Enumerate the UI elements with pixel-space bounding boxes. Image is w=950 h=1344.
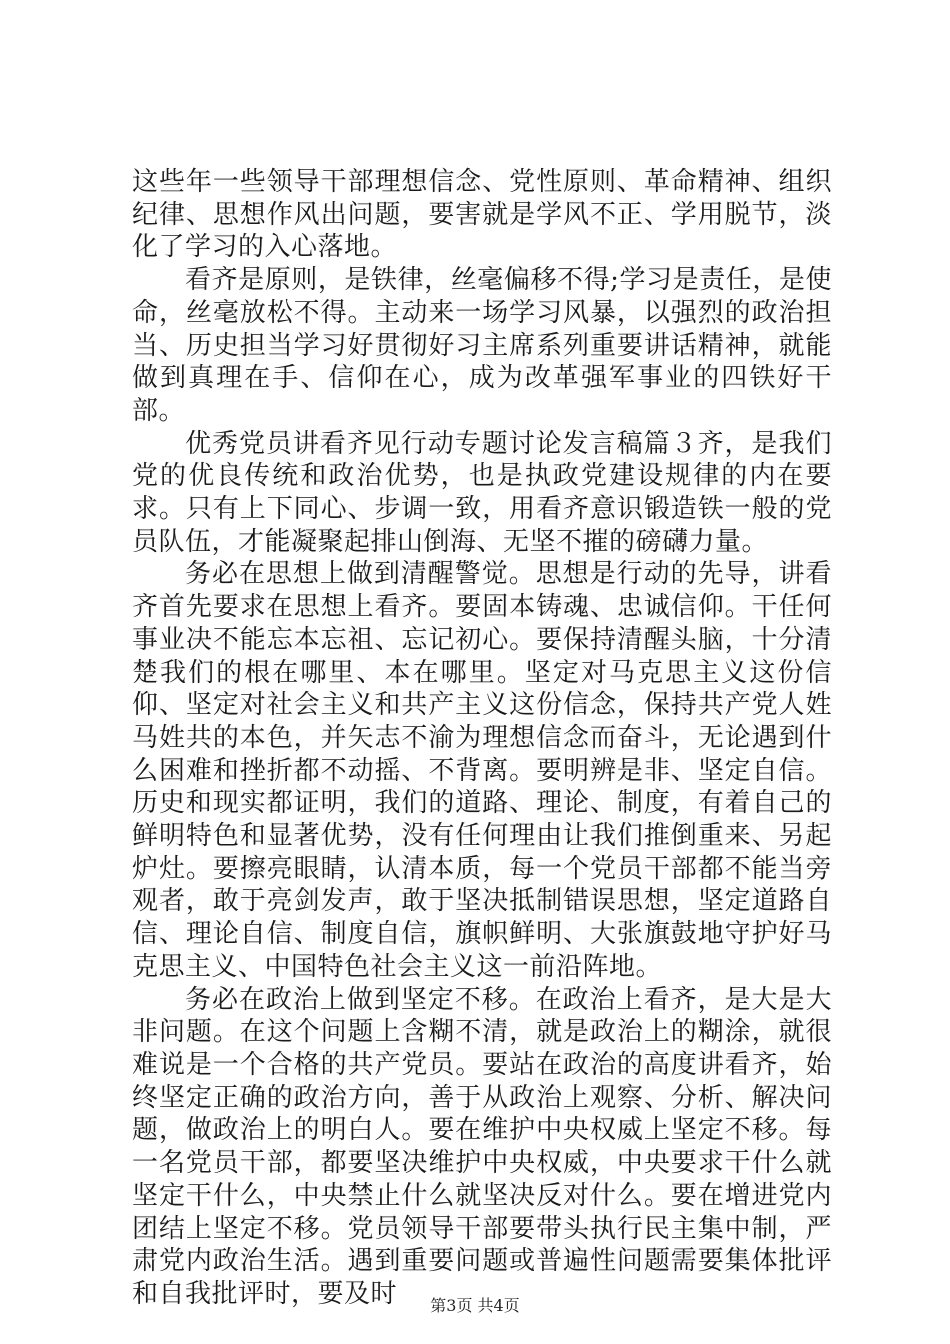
page-number-footer: 第3页 共4页 bbox=[430, 1296, 520, 1315]
paragraph-4: 务必在思想上做到清醒警觉。思想是行动的先导，讲看齐首先要求在思想上看齐。要固本铸魂、忠诚信仰。干任何事业决不能忘本忘祖、忘记初心。要保持清醒头脑，十分清楚我们的根在哪里、本在哪里。坚定对马克思主义这份信仰、坚定对社会主义和共产主义这份信念，保持共产党人姓马姓共的本色，并矢志不渝为理想信念而奋斗，无论遇到什么困难和挫折都不动摇、不背离。要明辨是非、坚定自信。历史和现实都证明，我们的道路、理论、制度，有着自己的鲜明特色和显著优势，没有任何理由让我们推倒重来、另起炉灶。要擦亮眼睛，认清本质，每一个党员干部都不能当旁观者，敢于亮剑发声，敢于坚决抵制错误思想，坚定道路自信、理论自信、制度自信，旗帜鲜明、大张旗鼓地守护好马克思主义、中国特色社会主义这一前沿阵地。 bbox=[132, 559, 832, 982]
document-body bbox=[132, 166, 832, 1311]
paragraph-2: 看齐是原则，是铁律，丝毫偏移不得;学习是责任，是使命，丝毫放松不得。主动来一场学习风暴，以强烈的政治担当、历史担当学习好贯彻好习主席系列重要讲话精神，就能做到真理在手、信仰在心，成为改革强军事业的四铁好干部。 bbox=[132, 265, 832, 426]
paragraph-1: 这些年一些领导干部理想信念、党性原则、革命精神、组织纪律、思想作风出问题，要害就是学风不正、学用脱节，淡化了学习的入心落地。 bbox=[132, 167, 832, 263]
paragraph-5: 务必在政治上做到坚定不移。在政治上看齐，是大是大非问题。在这个问题上含糊不清，就是政治上的糊涂，就很难说是一个合格的共产党员。要站在政治的高度讲看齐，始终坚定正确的政治方向，善于从政治上观察、分析、解决问题，做政治上的明白人。要在维护中央权威上坚定不移。每一名党员干部，都要坚决维护中央权威，中央要求干什么就坚定干什么，中央禁止什么就坚决反对什么。要在增进党内团结上坚定不移。党员领导干部要带头执行民主集中制，严肃党内政治生活。遇到重要问题或普遍性问题需要集体批评和自我批评时，要及时 bbox=[132, 984, 832, 1309]
paragraph-3: 优秀党员讲看齐见行动专题讨论发言稿篇３齐，是我们党的优良传统和政治优势，也是执政党建设规律的内在要求。只有上下同心、步调一致，用看齐意识锻造铁一般的党员队伍，才能凝聚起排山倒海、无坚不摧的磅礴力量。 bbox=[132, 428, 832, 557]
